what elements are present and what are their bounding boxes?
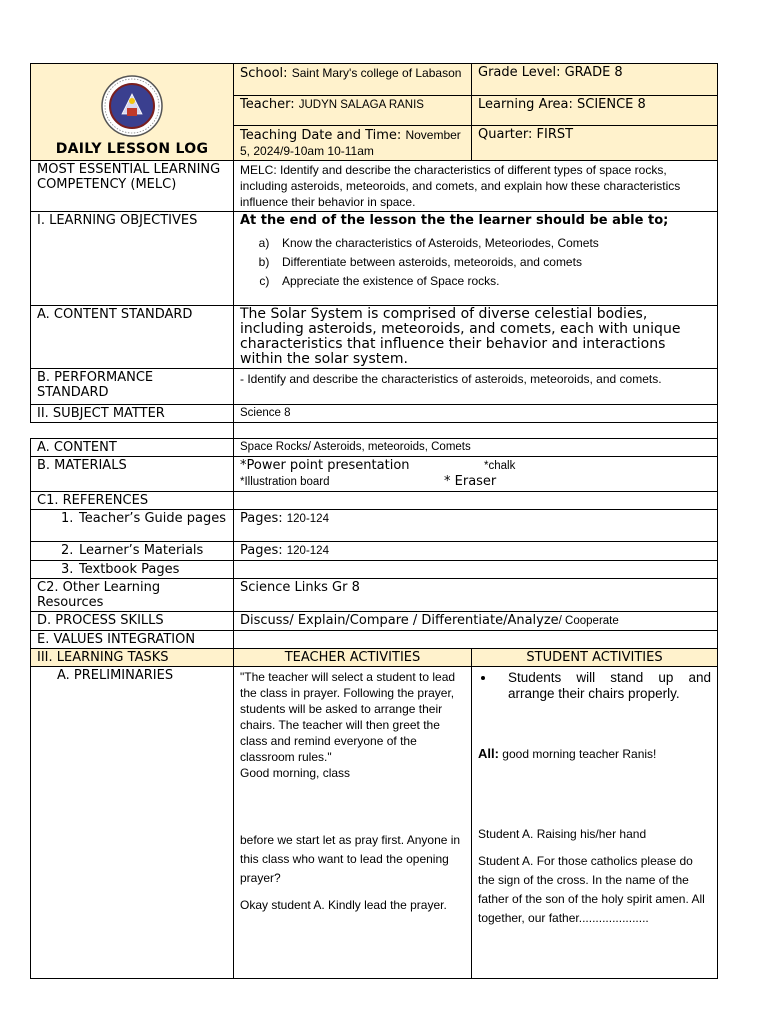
teacher-paragraph: "The teacher will select a student to lead the class in prayer. Following the prayer, students will be asked to arrange their chairs. The teacher will then greet the class and remind everyone of the classroom rules." — [240, 670, 456, 764]
subject-matter-value: Science 8 — [234, 405, 718, 423]
student-activities-cell — [472, 667, 718, 979]
document-title: DAILY LESSON LOG — [55, 140, 209, 157]
teacher-activities-cell — [234, 667, 472, 979]
learning-area-cell: Learning Area: SCIENCE 8 — [472, 96, 718, 126]
objective-item: c. Appreciate the existence of Space rocks. — [276, 272, 711, 291]
values-integration-value — [234, 631, 718, 649]
reference-item: 1. Teacher’s Guide pages — [31, 510, 234, 542]
material-item: *chalk — [484, 460, 516, 472]
quarter-cell: Quarter: FIRST — [472, 126, 718, 161]
lesson-log-table — [30, 63, 718, 979]
preliminaries-label: A. PRELIMINARIES — [31, 667, 234, 979]
school-value: Saint Mary's college of Labason — [291, 66, 462, 80]
student-response: Student A. Raising his/her hand — [478, 827, 647, 841]
reference-item: 2. Learner’s Materials — [31, 542, 234, 561]
subject-matter-label: II. SUBJECT MATTER — [31, 405, 234, 423]
performance-standard-label: B. PERFORMANCE STANDARD — [31, 369, 234, 405]
date-label: Teaching Date and Time: — [240, 128, 402, 143]
performance-standard-value: - Identify and describe the characteristics of asteroids, meteoroids, and comets. — [234, 369, 718, 405]
grade-level-cell: Grade Level: GRADE 8 — [472, 64, 718, 96]
teacher-activities-header: TEACHER ACTIVITIES — [234, 649, 472, 667]
reference-pages — [234, 561, 718, 579]
school-cell — [234, 64, 472, 96]
melc-value: MELC: Identify and describe the characteristics of different types of space rocks, including asteroids, meteoroids, and comets, and explain how these characteristics influence their behavior in space. — [234, 161, 718, 212]
melc-label: MOST ESSENTIAL LEARNING COMPETENCY (MELC) — [31, 161, 234, 212]
logo-title-cell — [31, 64, 234, 161]
objectives-intro: At the end of the lesson the the learner should be able to; — [240, 213, 669, 228]
objectives-list — [240, 234, 711, 291]
objectives-cell — [234, 212, 718, 306]
teacher-greeting: Good morning, class — [240, 766, 351, 780]
reference-pages: Pages: 120-124 — [234, 510, 718, 542]
other-resources-label: C2. Other Learning Resources — [31, 579, 234, 612]
content-standard-value: The Solar System is comprised of diverse celestial bodies, including asteroids, meteoroids, and comets, each with unique characteristics that influence their behavior and interactions within the solar system. — [234, 306, 718, 369]
content-label: A. CONTENT — [31, 439, 234, 457]
process-skills-value: Discuss/ Explain/Compare / Differentiate/Analyze/ Cooperate — [234, 612, 718, 631]
school-label: School: — [240, 66, 288, 81]
teacher-paragraph: before we start let as pray first. Anyone in this class who want to lead the opening prayer? — [240, 833, 461, 885]
objective-item: a. Know the characteristics of Asteroids, Meteoriodes, Comets — [276, 234, 711, 253]
content-standard-label: A. CONTENT STANDARD — [31, 306, 234, 369]
content-value: Space Rocks/ Asteroids, meteoroids, Comets — [234, 439, 718, 457]
references-label: C1. REFERENCES — [31, 492, 234, 510]
student-bullet: • Students will stand up and arrange their chairs properly. — [496, 670, 711, 702]
teacher-value: JUDYN SALAGA RANIS — [298, 99, 424, 111]
material-item: *Power point presentation — [240, 458, 410, 473]
blank-row-left — [31, 423, 234, 439]
student-response: Student A. For those catholics please do the sign of the cross. In the name of the father of the son of the holy spirit amen. All together, our father..................... — [478, 854, 705, 925]
teacher-paragraph: Okay student A. Kindly lead the prayer. — [240, 898, 447, 912]
deped-seal-logo — [100, 74, 164, 138]
student-all-response: All: good morning teacher Ranis! — [478, 746, 657, 761]
blank-row-right — [234, 423, 718, 439]
date-value: November 5, 2024/9-10am 10-11am — [240, 128, 461, 158]
material-item: *Illustration board — [240, 476, 330, 488]
process-skills-label: D. PROCESS SKILLS — [31, 612, 234, 631]
lesson-log-document — [30, 63, 717, 979]
other-resources-value: Science Links Gr 8 — [234, 579, 718, 612]
teacher-label: Teacher: — [240, 97, 295, 112]
teaching-date-cell — [234, 126, 472, 161]
objective-item: b. Differentiate between asteroids, meteoroids, and comets — [276, 253, 711, 272]
learning-tasks-label: III. LEARNING TASKS — [31, 649, 234, 667]
material-item: * Eraser — [444, 474, 497, 489]
materials-label: B. MATERIALS — [31, 457, 234, 492]
values-integration-label: E. VALUES INTEGRATION — [31, 631, 234, 649]
objectives-label: I. LEARNING OBJECTIVES — [31, 212, 234, 306]
references-blank — [234, 492, 718, 510]
teacher-cell — [234, 96, 472, 126]
materials-cell — [234, 457, 718, 492]
reference-pages: Pages: 120-124 — [234, 542, 718, 561]
reference-item: 3. Textbook Pages — [31, 561, 234, 579]
student-bullet-list — [478, 670, 711, 702]
student-activities-header: STUDENT ACTIVITIES — [472, 649, 718, 667]
